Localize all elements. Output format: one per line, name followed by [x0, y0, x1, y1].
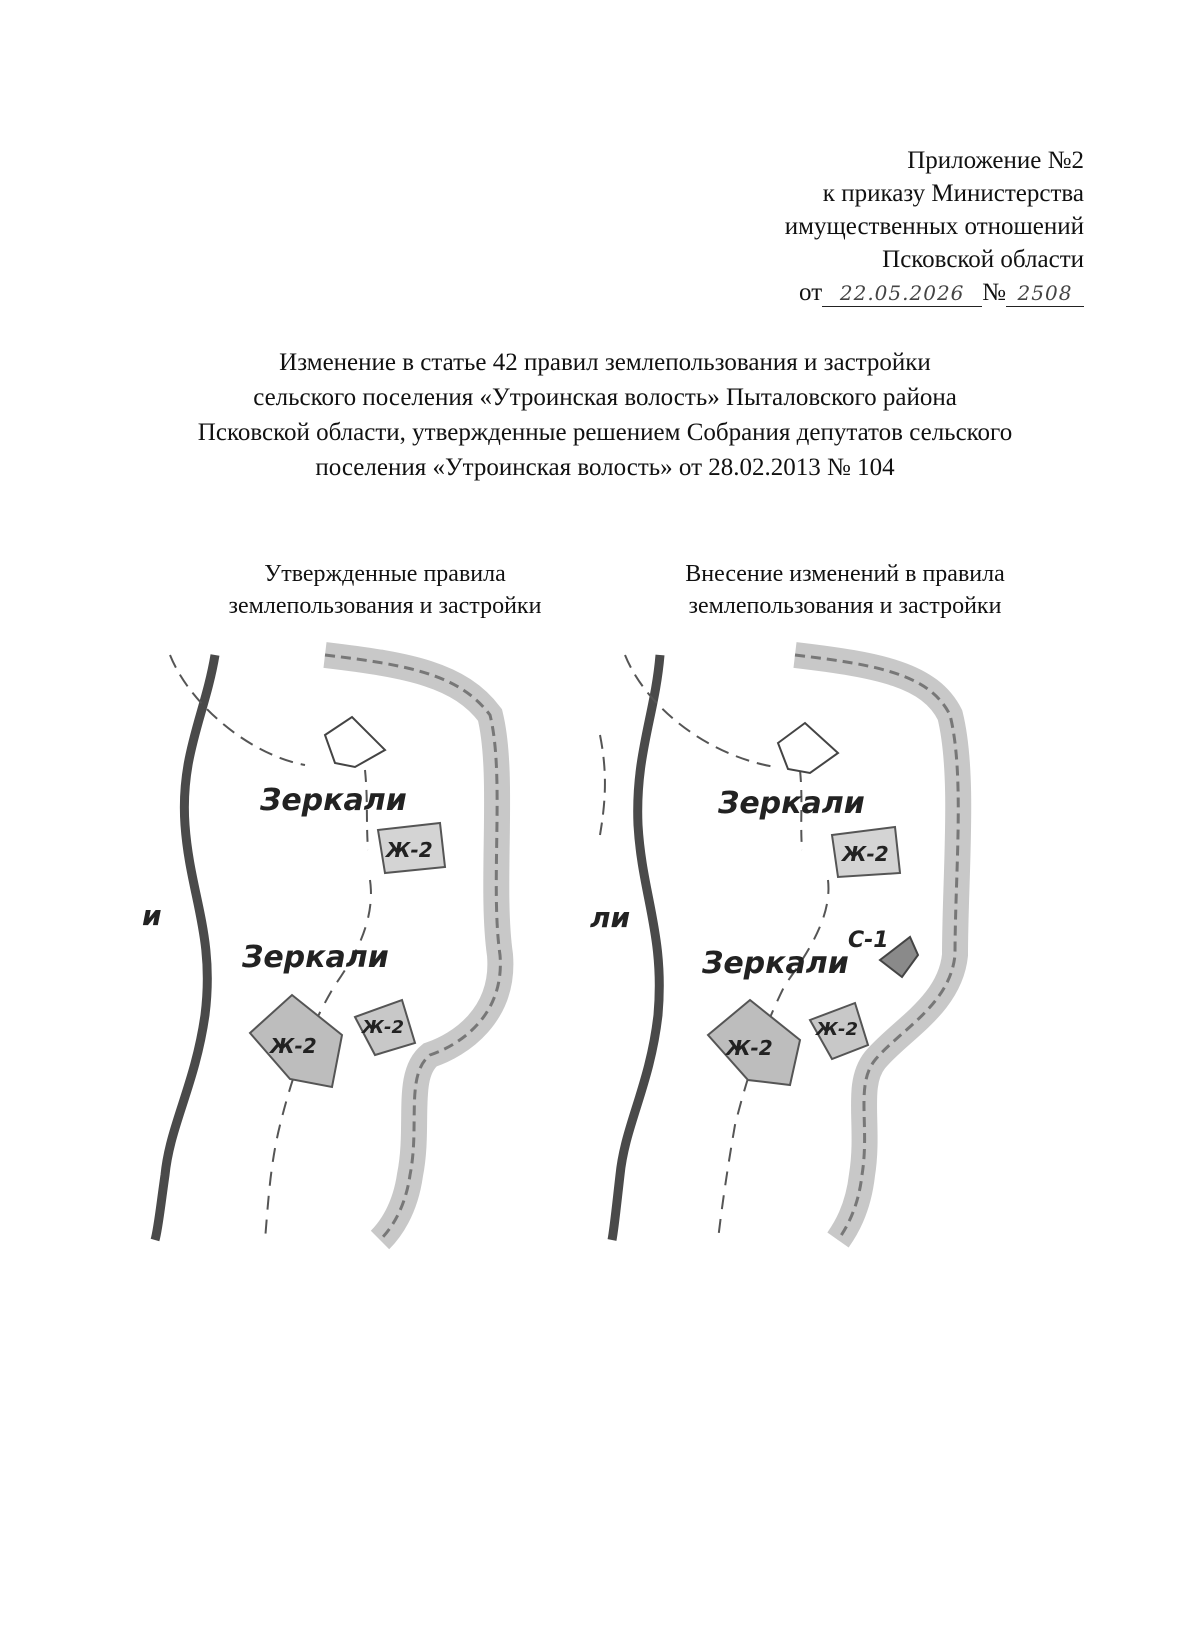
track-side	[600, 735, 605, 835]
zone-label-2: Ж-2	[726, 1036, 773, 1060]
left-caption-line-2: землепользования и застройки	[228, 593, 542, 619]
appendix-date-number	[664, 276, 1084, 309]
right-caption-line-1: Внесение изменений в правила	[685, 561, 1005, 587]
village-label-1: Зеркали	[718, 786, 865, 821]
zone-new-label: С-1	[848, 928, 889, 953]
title-line-1: Изменение в статье 42 правил землепользования и застройки	[279, 349, 931, 376]
appendix-order-ref: к приказу Министерства	[822, 180, 1084, 207]
zone-label-1: Ж-2	[842, 842, 889, 866]
plot-outline	[778, 723, 838, 773]
appendix-region: Псковской области	[882, 246, 1084, 273]
village-label-2: Зеркали	[242, 940, 389, 975]
right-caption-line-2: землепользования и застройки	[688, 593, 1002, 619]
document-title	[130, 345, 1080, 485]
title-line-2: сельского поселения «Утроинская волость» Пыталовского района	[253, 384, 957, 411]
appendix-ministry: имущественных отношений	[784, 213, 1084, 240]
title-line-3: Псковской области, утвержденные решением Собрания депутатов сельского	[197, 419, 1013, 446]
title-line-4: поселения «Утроинская волость» от 28.02.2013 № 104	[315, 454, 895, 481]
road	[612, 655, 660, 1240]
left-map	[130, 655, 570, 1240]
right-panel-caption	[635, 558, 1055, 622]
right-map	[590, 655, 1030, 1240]
date-prefix: от	[799, 279, 823, 306]
appendix-block	[664, 144, 1084, 309]
village-label-1: Зеркали	[260, 783, 407, 818]
edge-label: и	[142, 899, 162, 932]
edge-label: ли	[590, 901, 631, 934]
left-panel-caption	[175, 558, 595, 622]
zone-label-1: Ж-2	[386, 838, 433, 862]
handwritten-date: 22.05.2026	[822, 280, 982, 307]
plot-outline	[325, 717, 385, 767]
road	[155, 655, 215, 1240]
handwritten-number: 2508	[1006, 280, 1084, 307]
zone-label-3: Ж-2	[816, 1019, 859, 1040]
left-caption-line-1: Утвержденные правила	[264, 561, 506, 587]
village-label-2: Зеркали	[702, 946, 849, 981]
zone-label-3: Ж-2	[362, 1017, 405, 1038]
appendix-title: Приложение №2	[907, 147, 1084, 174]
zone-label-2: Ж-2	[270, 1034, 317, 1058]
number-prefix: №	[982, 279, 1006, 306]
